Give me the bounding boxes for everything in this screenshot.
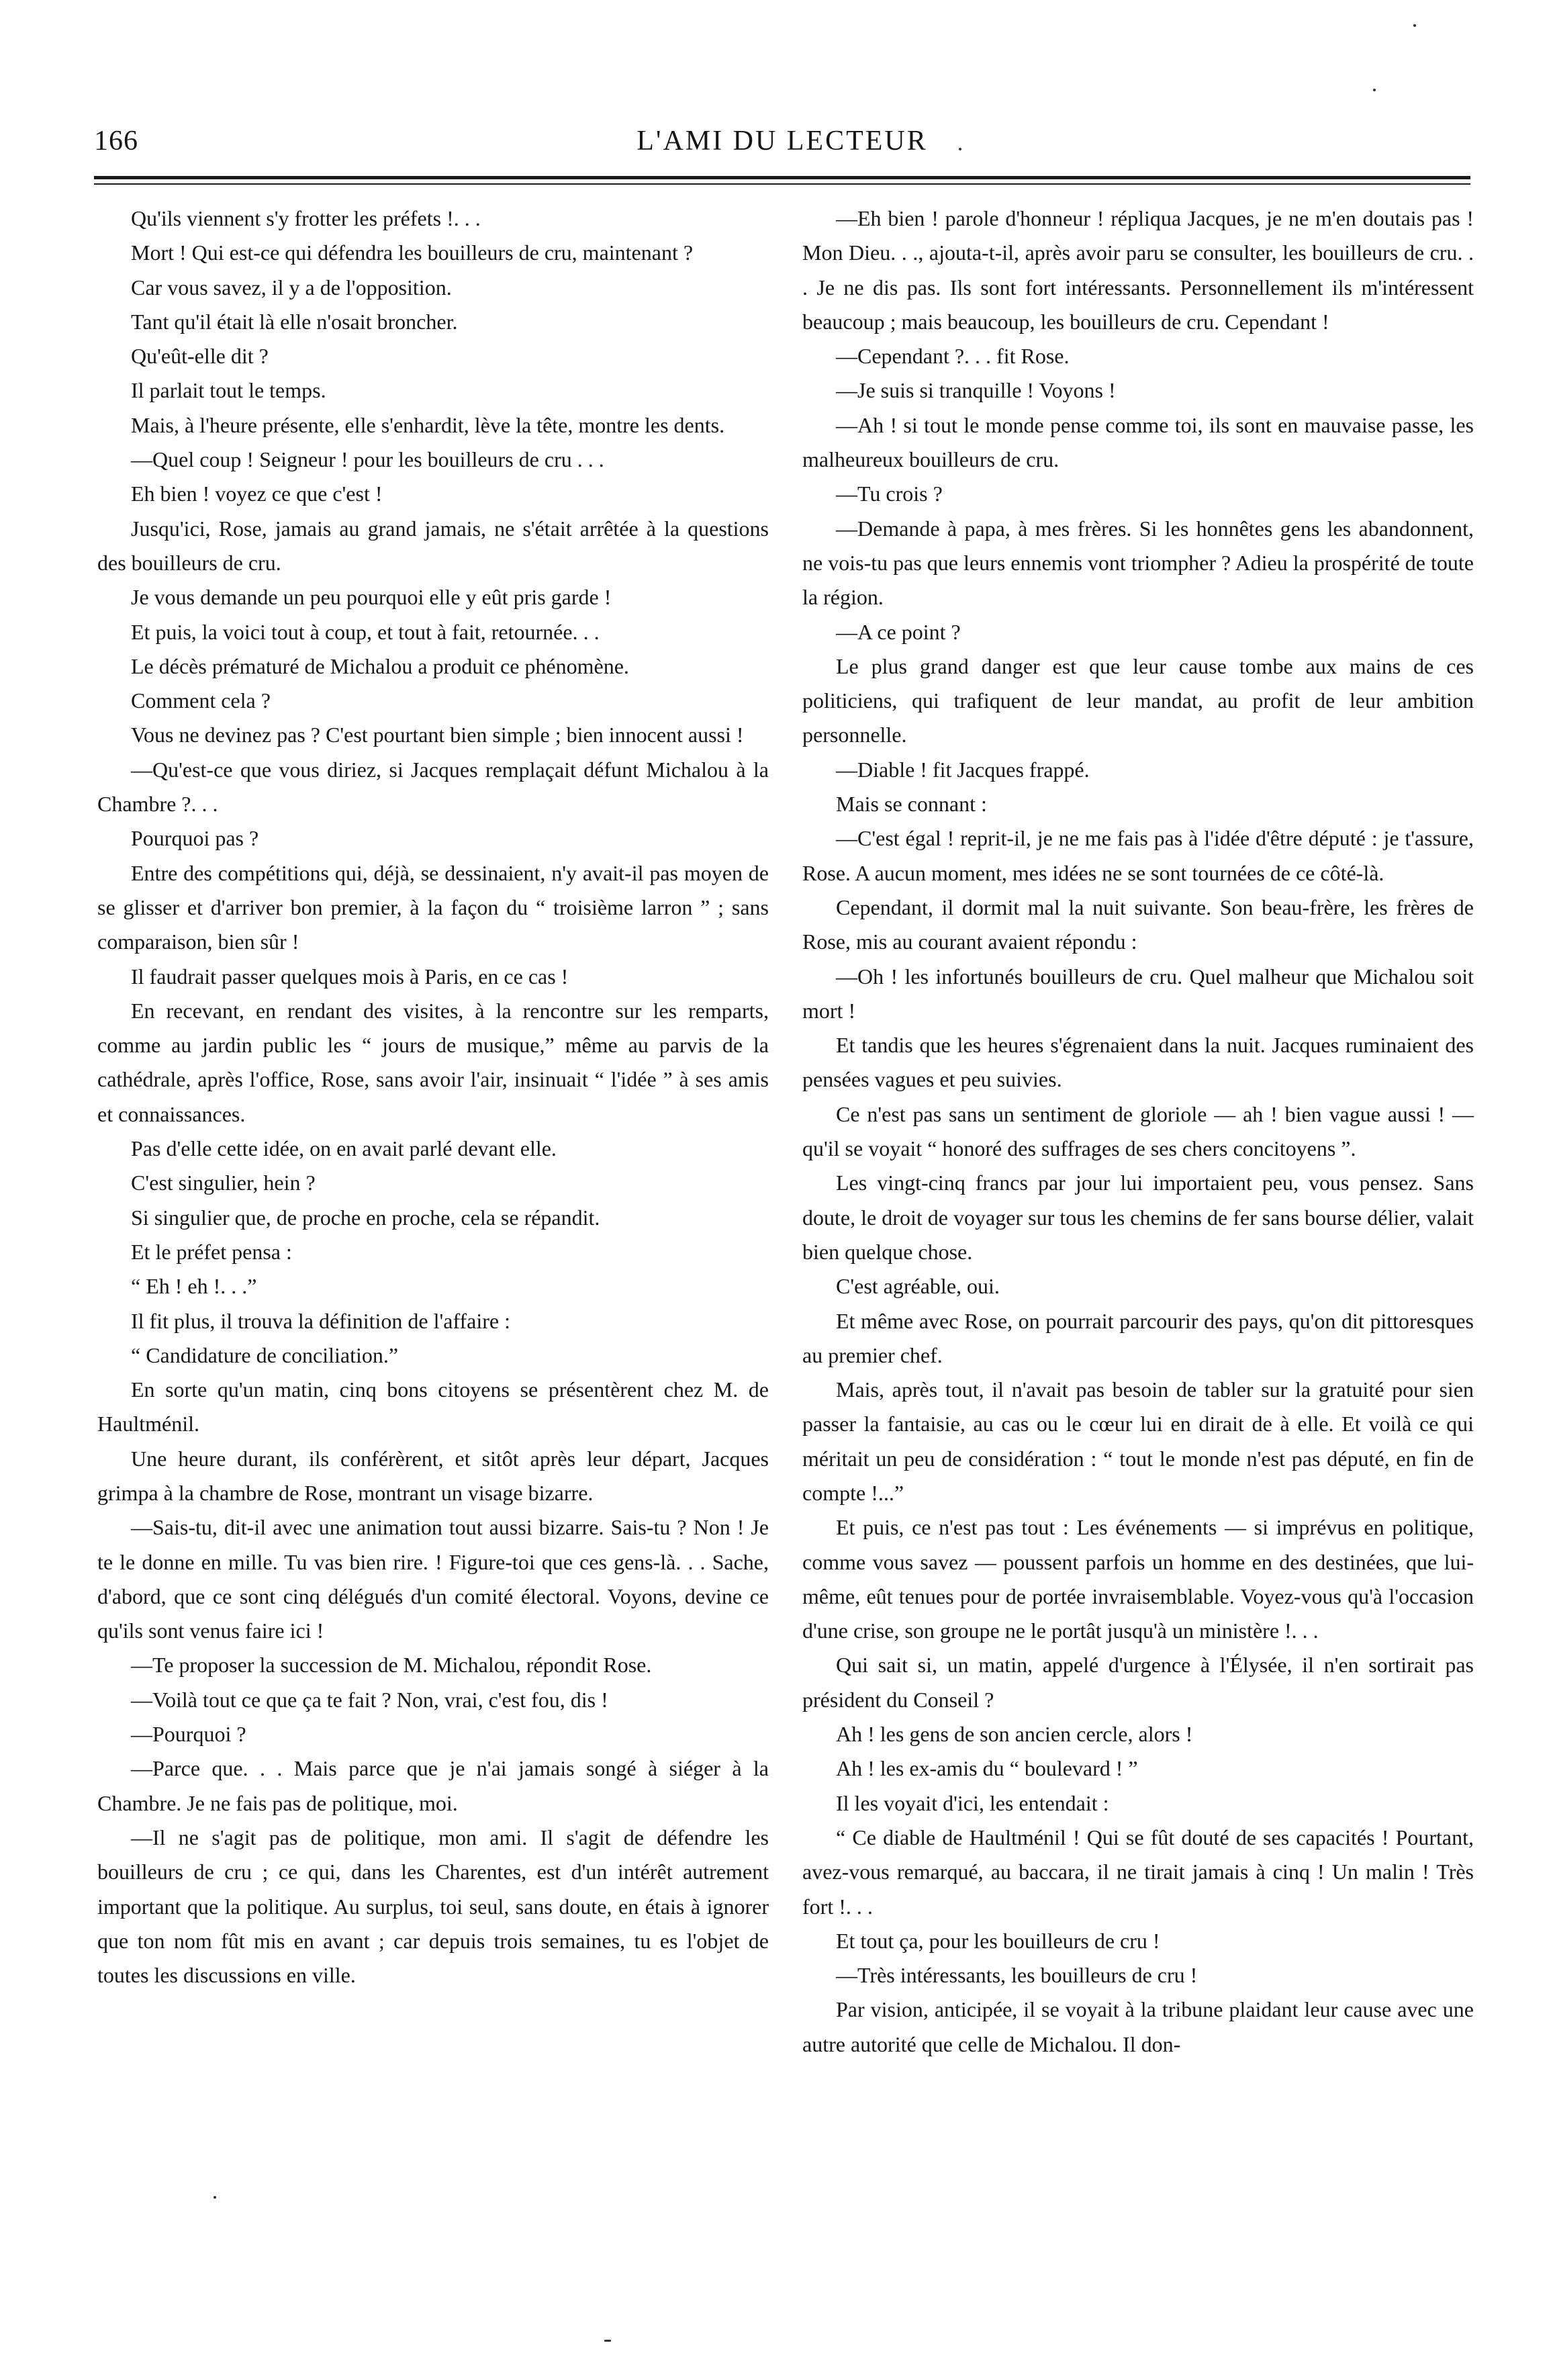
paragraph: Qui sait si, un matin, appelé d'urgence à l'Élysée, il n'en sortirait pas président du Conseil ? — [802, 1653, 1474, 1712]
paragraph: Vous ne devinez pas ? C'est pourtant bien simple ; bien innocent aussi ! — [131, 723, 744, 747]
print-speck — [959, 148, 961, 150]
paragraph: Tant qu'il était là elle n'osait broncher. — [131, 309, 458, 334]
paragraph: Il parlait tout le temps. — [131, 378, 326, 403]
paragraph: —Diable ! fit Jacques frappé. — [836, 757, 1090, 782]
header-rule-thin — [94, 183, 1470, 185]
paragraph: Il faudrait passer quelques mois à Paris, en ce cas ! — [131, 964, 569, 989]
paragraph: —Pourquoi ? — [131, 1722, 246, 1747]
paragraph: Jusqu'ici, Rose, jamais au grand jamais, ne s'était arrêtée à la questions des bouilleurs de cru. — [97, 516, 769, 575]
paragraph: Ah ! les gens de son ancien cercle, alors ! — [836, 1722, 1193, 1747]
paragraph: —Demande à papa, à mes frères. Si les honnêtes gens les abandonnent, ne vois-tu pas que leurs ennemis vont triompher ? Adieu la prospérité de toute la région. — [802, 516, 1474, 610]
paragraph: —Il ne s'agit pas de politique, mon ami. Il s'agit de défendre les bouilleurs de cru ; ce qui, dans les Charentes, est d'un intérêt autrement important que la politique. Au surplus, toi seul, sans doute, en étais à ignorer que ton nom fût mis en avant ; car depuis trois semaines, tu es l'objet de toutes les discussions en ville. — [97, 1825, 769, 1988]
paragraph: —Cependant ?. . . fit Rose. — [836, 344, 1070, 369]
paragraph: “ Candidature de conciliation.” — [131, 1342, 399, 1367]
paragraph: —Très intéressants, les bouilleurs de cru ! — [836, 1963, 1198, 1988]
paragraph: Mais, à l'heure présente, elle s'enhardit, lève la tête, montre les dents. — [131, 412, 725, 437]
paragraph: Qu'ils viennent s'y frotter les préfets !. . . — [131, 206, 481, 230]
paragraph: Car vous savez, il y a de l'opposition. — [131, 275, 452, 300]
page-number: 166 — [94, 126, 138, 156]
paragraph: Une heure durant, ils conférèrent, et sitôt après leur départ, Jacques grimpa à la chambre de Rose, montrant un visage bizarre. — [97, 1446, 769, 1505]
paragraph: —Oh ! les infortunés bouilleurs de cru. Quel malheur que Michalou soit mort ! — [802, 964, 1474, 1023]
paragraph: Et puis, ce n'est pas tout : Les événements — si imprévus en politique, comme vous savez — poussent parfois un homme en des destinées, que lui-même, eût tenues pour de portée invraisemblable. Voyez-vous qu'à l'occasion d'une crise, son groupe ne le portât jusqu'à un ministère !. . . — [802, 1515, 1474, 1643]
paragraph: Qu'eût-elle dit ? — [131, 344, 269, 369]
paragraph: —Eh bien ! parole d'honneur ! répliqua Jacques, je ne m'en doutais pas ! Mon Dieu. . ., ajouta-t-il, après avoir paru se consulter, les bouilleurs de cru. . . Je ne dis pas. Ils sont fort intéressants. Personnellement ils m'intéressent beaucoup ; mais beaucoup, les bouilleurs de cru. Cependant ! — [802, 206, 1474, 334]
paragraph: —Je suis si tranquille ! Voyons ! — [836, 378, 1116, 403]
paragraph: Cependant, il dormit mal la nuit suivante. Son beau-frère, les frères de Rose, mis au courant avaient répondu : — [802, 895, 1474, 954]
right-column — [802, 201, 1474, 2062]
paragraph: C'est agréable, oui. — [836, 1274, 1000, 1299]
paragraph: —Quel coup ! Seigneur ! pour les bouilleurs de cru . . . — [131, 447, 604, 472]
paragraph: Mais, après tout, il n'avait pas besoin de tabler sur la gratuité pour sien passer la fantaisie, au cas ou le cœur lui en dirait de à elle. Et voilà ce qui méritait un peu de considération : “ tout le monde n'est pas député, en fin de compte !...” — [802, 1377, 1474, 1505]
paragraph: —C'est égal ! reprit-il, je ne me fais pas à l'idée d'être député : je t'assure, Rose. A aucun moment, mes idées ne se sont tournées de ce côté-là. — [802, 826, 1474, 885]
paragraph: —Tu crois ? — [836, 482, 943, 506]
print-speck — [1413, 24, 1416, 27]
header-rule-thick — [94, 176, 1470, 179]
running-title: L'AMI DU LECTEUR — [637, 126, 928, 156]
paragraph: Mort ! Qui est-ce qui défendra les bouilleurs de cru, maintenant ? — [131, 240, 694, 265]
print-speck — [1373, 89, 1376, 91]
paragraph: Ce n'est pas sans un sentiment de gloriole — ah ! bien vague aussi ! — qu'il se voyait “ honoré des suffrages de ses chers concitoyens ”. — [802, 1101, 1474, 1161]
paragraph: Ah ! les ex-amis du “ boulevard ! ” — [836, 1756, 1138, 1781]
paragraph: “ Eh ! eh !. . .” — [131, 1274, 257, 1299]
paragraph: Et même avec Rose, on pourrait parcourir des pays, qu'on dit pittoresques au premier chef. — [802, 1308, 1474, 1367]
paragraph: En sorte qu'un matin, cinq bons citoyens se présentèrent chez M. de Haultménil. — [97, 1377, 769, 1436]
paragraph: —A ce point ? — [836, 619, 961, 644]
paragraph: —Qu'est-ce que vous diriez, si Jacques remplaçait défunt Michalou à la Chambre ?. . . — [97, 757, 769, 817]
paragraph: Pourquoi pas ? — [131, 826, 259, 851]
paragraph: Et le préfet pensa : — [131, 1239, 292, 1264]
paragraph: Je vous demande un peu pourquoi elle y eût pris garde ! — [131, 585, 612, 610]
print-speck — [214, 2196, 216, 2199]
paragraph: —Voilà tout ce que ça te fait ? Non, vrai, c'est fou, dis ! — [131, 1687, 608, 1712]
paragraph: Comment cela ? — [131, 688, 271, 713]
paragraph: —Parce que. . . Mais parce que je n'ai jamais songé à siéger à la Chambre. Je ne fais pas de politique, moi. — [97, 1756, 769, 1815]
paragraph: Il fit plus, il trouva la définition de l'affaire : — [131, 1308, 511, 1333]
paragraph: Eh bien ! voyez ce que c'est ! — [131, 482, 383, 506]
paragraph: Il les voyait d'ici, les entendait : — [836, 1790, 1109, 1815]
paragraph: Les vingt-cinq francs par jour lui importaient peu, vous pensez. Sans doute, le droit de voyager sur tous les chemins de fer sans bourse délier, valait bien quelque chose. — [802, 1171, 1474, 1264]
print-speck — [604, 2340, 611, 2342]
paragraph: “ Ce diable de Haultménil ! Qui se fût douté de ses capacités ! Pourtant, avez-vous remarqué, au baccara, il ne tirait jamais à cinq ! Un malin ! Très fort !. . . — [802, 1825, 1474, 1919]
paragraph: Le décès prématuré de Michalou a produit ce phénomène. — [131, 653, 629, 678]
paragraph: —Ah ! si tout le monde pense comme toi, ils sont en mauvaise passe, les malheureux bouilleurs de cru. — [802, 412, 1474, 472]
paragraph: —Te proposer la succession de M. Michalou, répondit Rose. — [131, 1653, 652, 1678]
page-header — [94, 125, 1470, 165]
paragraph: Mais se connant : — [836, 792, 987, 817]
paragraph: Et tout ça, pour les bouilleurs de cru ! — [836, 1928, 1160, 1953]
paragraph: —Sais-tu, dit-il avec une animation tout aussi bizarre. Sais-tu ? Non ! Je te le donne en mille. Tu vas bien rire. ! Figure-toi que ces gens-là. . . Sache, d'abord, que ce sont cinq délégués d'un comité électoral. Voyons, devine ce qu'ils sont venus faire ici ! — [97, 1515, 769, 1643]
paragraph: Par vision, anticipée, il se voyait à la tribune plaidant leur cause avec une autre autorité que celle de Michalou. Il don- — [802, 1997, 1474, 2056]
paragraph: En recevant, en rendant des visites, à la rencontre sur les remparts, comme au jardin public les “ jours de musique,” même au parvis de la cathédrale, après l'office, Rose, sans avoir l'air, insinuait “ l'idée ” à ses amis et connaissances. — [97, 998, 769, 1126]
paragraph: Entre des compétitions qui, déjà, se dessinaient, n'y avait-il pas moyen de se glisser et d'arriver bon premier, à la façon du “ troisième larron ” ; sans comparaison, bien sûr ! — [97, 860, 769, 954]
paragraph: C'est singulier, hein ? — [131, 1171, 316, 1195]
paragraph: Et puis, la voici tout à coup, et tout à fait, retournée. . . — [131, 619, 600, 644]
paragraph: Le plus grand danger est que leur cause tombe aux mains de ces politiciens, qui trafiquent de leur mandat, au profit de leur ambition personnelle. — [802, 653, 1474, 747]
left-column — [97, 201, 769, 1993]
paragraph: Et tandis que les heures s'égrenaient dans la nuit. Jacques ruminaient des pensées vagues et peu suivies. — [802, 1033, 1474, 1092]
paragraph: Si singulier que, de proche en proche, cela se répandit. — [131, 1205, 600, 1230]
paragraph: Pas d'elle cette idée, on en avait parlé devant elle. — [131, 1136, 557, 1161]
